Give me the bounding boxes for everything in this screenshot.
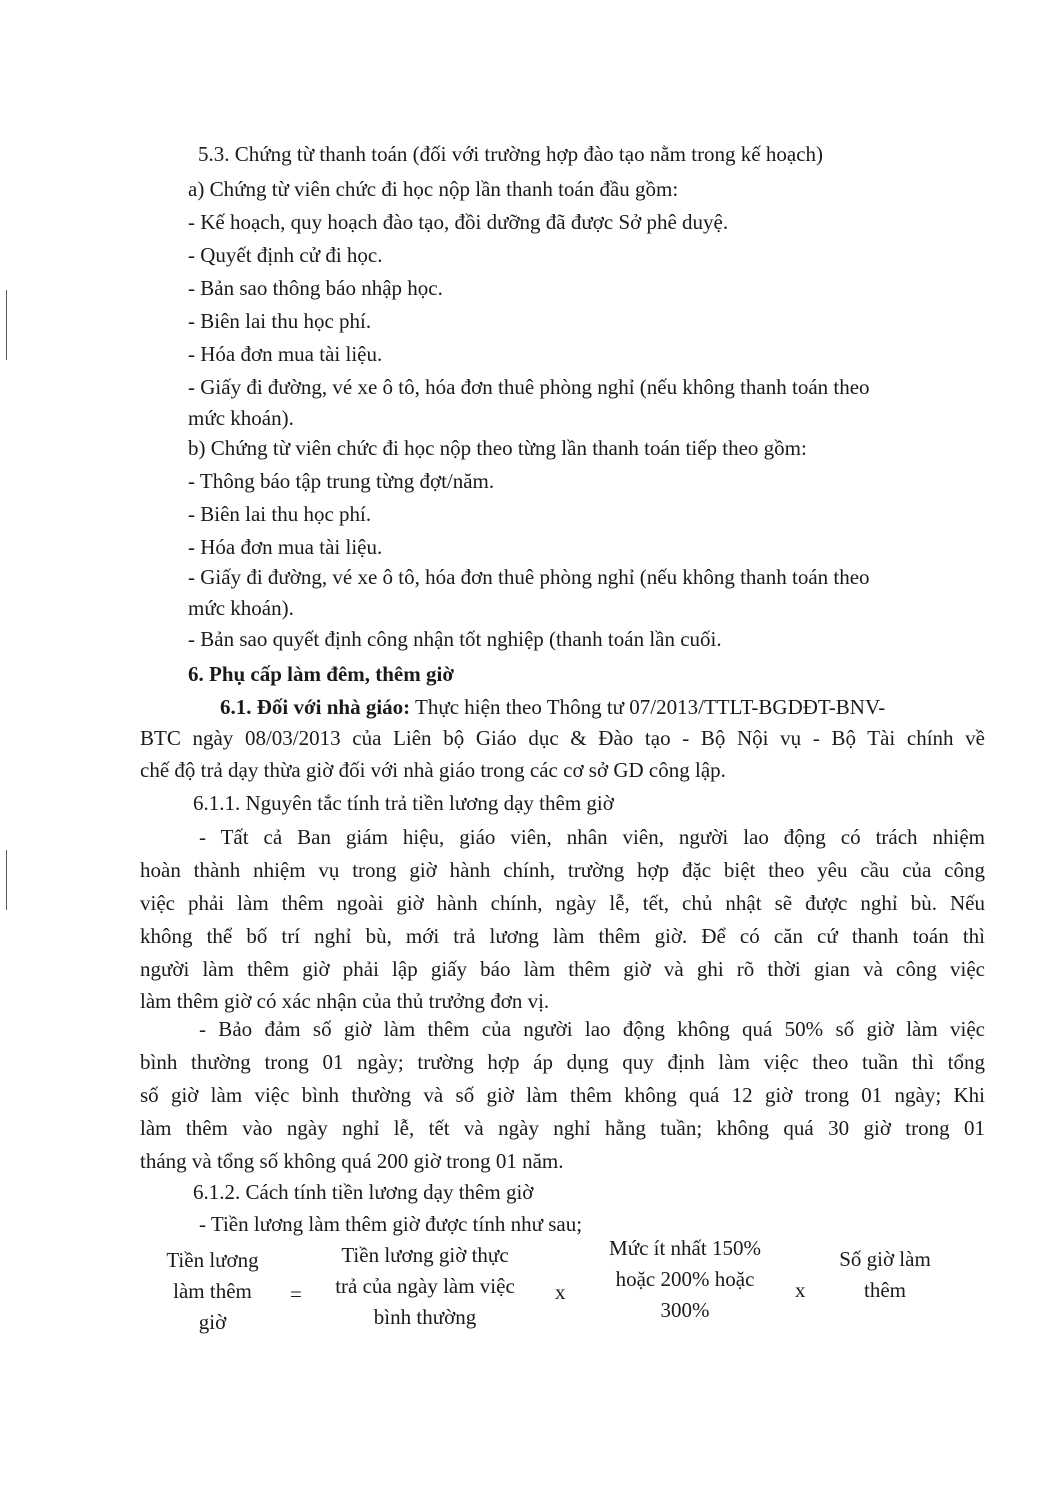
paragraph-line: bình thường trong 01 ngày; trường hợp áp dụng quy định làm việc theo tuần thì tổng xyxy=(140,1050,985,1074)
paragraph-line: việc phải làm thêm ngoài giờ hành chính, ngày lễ, tết, chủ nhật sẽ được nghỉ bù. Nếu xyxy=(140,891,985,915)
paragraph-line: hoàn thành nhiệm vụ trong giờ hành chính, trường hợp đặc biệt theo yêu cầu của công xyxy=(140,858,985,882)
formula-text-line: Số giờ làm xyxy=(839,1247,931,1271)
section-6-1-first-line xyxy=(220,693,885,721)
formula-intro: - Tiền lương làm thêm giờ được tính như sau; xyxy=(199,1212,583,1236)
formula-text-line: thêm xyxy=(864,1278,906,1302)
formula-equals-sign: = xyxy=(290,1282,302,1306)
list-item: - Giấy đi đường, vé xe ô tô, hóa đơn thuê phòng nghỉ (nếu không thanh toán theo xyxy=(188,565,870,589)
list-item: - Bản sao quyết định công nhận tốt nghiệp (thanh toán lần cuối. xyxy=(188,627,722,651)
scan-edge-mark xyxy=(6,290,7,360)
formula-text-line: Tiền lương giờ thực xyxy=(341,1243,509,1267)
paragraph-line: - Bảo đảm số giờ làm thêm của người lao động không quá 50% số giờ làm việc xyxy=(199,1017,985,1041)
formula-text-line: làm thêm xyxy=(173,1279,252,1303)
formula-text-line: Mức ít nhất 150% xyxy=(609,1236,761,1260)
formula-multiply-sign: x xyxy=(555,1280,566,1304)
section-6-heading: 6. Phụ cấp làm đêm, thêm giờ xyxy=(188,662,454,686)
section-6-1-1-heading: 6.1.1. Nguyên tắc tính trả tiền lương dạy thêm giờ xyxy=(193,791,614,815)
list-item: - Hóa đơn mua tài liệu. xyxy=(188,342,383,366)
formula-multiply-sign: x xyxy=(795,1278,806,1302)
section-6-1-label: 6.1. Đối với nhà giáo: xyxy=(220,695,411,719)
paragraph-line: tháng và tổng số không quá 200 giờ trong 01 năm. xyxy=(140,1149,564,1173)
formula-text-line: Tiền lương xyxy=(166,1248,259,1272)
list-item-continuation: mức khoán). xyxy=(188,596,294,620)
paragraph-line: người làm thêm giờ phải lập giấy báo làm thêm giờ và ghi rõ thời gian và công việc xyxy=(140,957,985,981)
paragraph-line: - Tất cả Ban giám hiệu, giáo viên, nhân viên, người lao động có trách nhiệm xyxy=(199,825,985,849)
paragraph-line: chế độ trả dạy thừa giờ đối với nhà giáo trong các cơ sở GD công lập. xyxy=(140,758,726,782)
paragraph-line: làm thêm giờ có xác nhận của thủ trưởng đơn vị. xyxy=(140,989,550,1013)
formula-term-rate xyxy=(585,1233,785,1326)
list-b-title: b) Chứng từ viên chức đi học nộp theo từng lần thanh toán tiếp theo gồm: xyxy=(188,436,807,460)
section-6-1-text: Thực hiện theo Thông tư 07/2013/TTLT-BGDĐT-BNV- xyxy=(415,695,886,719)
formula-text-line: 300% xyxy=(660,1298,710,1322)
paragraph-line: làm thêm vào ngày nghỉ lễ, tết và ngày nghỉ hằng tuần; không quá 30 giờ trong 01 xyxy=(140,1116,985,1140)
paragraph-line: không thể bố trí nghỉ bù, mới trả lương làm thêm giờ. Để có căn cứ thanh toán thì xyxy=(140,924,985,948)
section-6-1-2-heading: 6.1.2. Cách tính tiền lương dạy thêm giờ xyxy=(193,1180,534,1204)
paragraph-line: BTC ngày 08/03/2013 của Liên bộ Giáo dục & Đào tạo - Bộ Nội vụ - Bộ Tài chính về xyxy=(140,726,985,750)
list-item: - Biên lai thu học phí. xyxy=(188,309,372,333)
section-5-3-heading: 5.3. Chứng từ thanh toán (đối với trường hợp đào tạo nằm trong kế hoạch) xyxy=(198,142,824,166)
formula-text-line: bình thường xyxy=(373,1305,477,1329)
list-item: - Biên lai thu học phí. xyxy=(188,502,372,526)
list-item: - Quyết định cử đi học. xyxy=(188,243,383,267)
formula-term-overtime-pay xyxy=(140,1245,285,1338)
list-item: - Thông báo tập trung từng đợt/năm. xyxy=(188,469,495,493)
paragraph-line: số giờ làm việc bình thường và số giờ làm thêm không quá 12 giờ trong 01 ngày; Khi xyxy=(140,1083,985,1107)
formula-text-line: hoặc 200% hoặc xyxy=(615,1267,755,1291)
scan-edge-mark xyxy=(6,850,7,910)
list-item: - Giấy đi đường, vé xe ô tô, hóa đơn thuê phòng nghỉ (nếu không thanh toán theo xyxy=(188,375,870,399)
list-item: - Kế hoạch, quy hoạch đào tạo, đồi dưỡng đã được Sở phê duyệ. xyxy=(188,210,729,234)
formula-term-hourly-wage xyxy=(310,1240,540,1333)
formula-text-line: giờ xyxy=(198,1310,227,1334)
list-item-continuation: mức khoán). xyxy=(188,406,294,430)
list-item: - Hóa đơn mua tài liệu. xyxy=(188,535,383,559)
formula-term-overtime-hours xyxy=(820,1244,950,1306)
formula-text-line: trả của ngày làm việc xyxy=(335,1274,515,1298)
list-item: - Bản sao thông báo nhập học. xyxy=(188,276,443,300)
list-a-title: a) Chứng từ viên chức đi học nộp lần thanh toán đầu gồm: xyxy=(188,177,679,201)
